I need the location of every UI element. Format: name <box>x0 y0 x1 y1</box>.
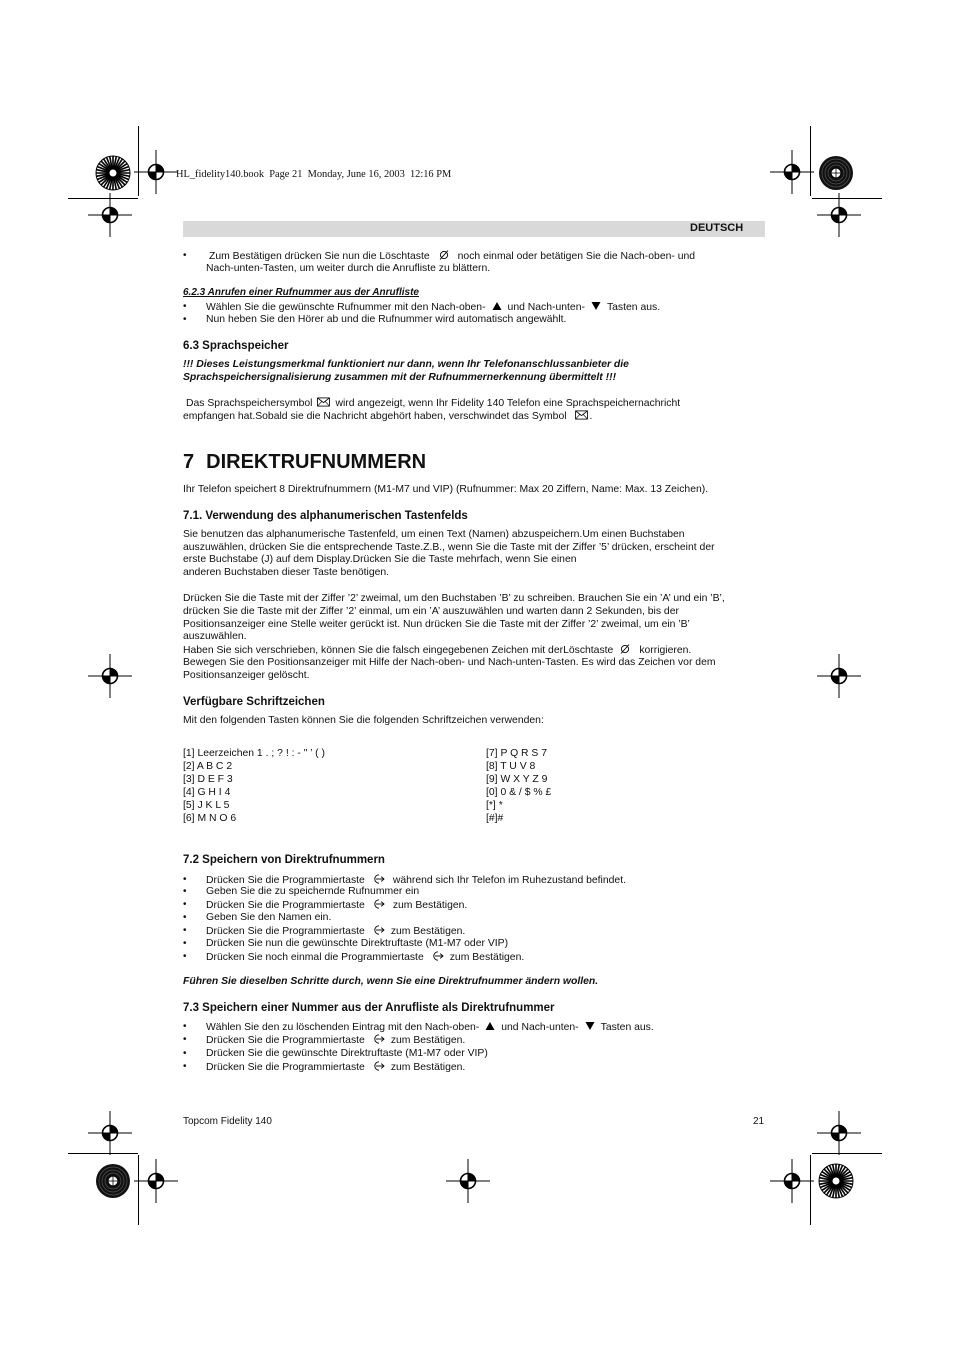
s72-bullet-5: Drücken Sie die Programmiertaste zum Bestätigen. <box>206 926 466 937</box>
page-number: 21 <box>753 1116 765 1127</box>
mail-icon <box>317 397 330 407</box>
erase-key-icon <box>619 644 631 654</box>
s71-p2-line-4: auszuwählen. <box>183 631 247 642</box>
section-6-3-title: 6.3 Sprachspeicher <box>183 340 289 352</box>
s71-p1-line-3: erste Buchstabe (J) auf dem Display.Drücken Sie die Taste mehrfach, wenn Sie einen <box>183 554 577 565</box>
bullet: • <box>183 925 187 936</box>
registration-target-icon <box>134 150 178 194</box>
language-bar <box>183 221 765 237</box>
language-label: DEUTSCH <box>690 222 744 234</box>
bullet: • <box>183 938 187 949</box>
bullet: • <box>183 874 187 885</box>
s72-bullet-1: Drücken Sie die Programmiertaste während sich Ihr Telefon im Ruhezustand befindet. <box>206 875 626 886</box>
chars-right-4: [0] 0 & / $ % £ <box>486 787 552 798</box>
section-7-1-title: 7.1. Verwendung des alphanumerischen Tastenfelds <box>183 510 468 522</box>
voicemail-paragraph-2: empfangen hat.Sobald sie die Nachricht abgehört haben, verschwindet das Symbol . <box>183 411 593 422</box>
intro-bullet-text: Zum Bestätigen drücken Sie nun die Löschtaste noch einmal oder betätigen Sie die Nach-oben- und <box>209 251 696 262</box>
s73-bullet-1: Wählen Sie den zu löschenden Eintrag mit den Nach-oben- und Nach-unten- Tasten aus. <box>206 1022 654 1033</box>
s71-p3-line-2: Bewegen Sie den Positionsanzeiger mit Hilfe der Nach-oben- und Nach-unten-Tasten. Es wird das Zeichen vor dem <box>183 657 716 668</box>
bullet: • <box>183 1021 187 1032</box>
sunburst-mark-icon <box>95 155 131 191</box>
registration-target-icon <box>817 193 861 237</box>
s71-p2-line-2: drücken Sie die Taste mit der Ziffer ’2’ einmal, um ein ’A’ auszuwählen und warten dann 2 Sekunden, bis der <box>183 606 679 617</box>
s72-bullet-7: Drücken Sie noch einmal die Programmiertaste zum Bestätigen. <box>206 952 525 963</box>
bullet: • <box>183 899 187 910</box>
program-key-icon <box>373 899 385 909</box>
down-arrow-icon <box>585 1021 595 1031</box>
bullet: • <box>183 301 187 312</box>
chars-right-1: [7] P Q R S 7 <box>486 748 548 759</box>
registration-target-icon <box>817 654 861 698</box>
bullet: • <box>183 912 187 923</box>
chars-left-2: [2] A B C 2 <box>183 761 233 772</box>
registration-target-icon <box>88 654 132 698</box>
crop-line <box>138 126 139 196</box>
registration-target-icon <box>817 1111 861 1155</box>
crop-line <box>68 1153 138 1154</box>
crop-line <box>810 126 811 196</box>
program-key-icon <box>373 1034 385 1044</box>
s73-bullet-3: Drücken Sie die gewünschte Direktruftaste (M1-M7 oder VIP) <box>206 1048 488 1059</box>
registration-target-icon <box>88 1111 132 1155</box>
chars-right-5: [*] * <box>486 800 503 811</box>
program-key-icon <box>373 1061 385 1071</box>
s71-p2-line-3: Positionsanzeiger eine Stelle weiter gerückt ist. Nun drücken Sie die Taste mit der Ziffer ’2’ zweimal, um ein ’B’ <box>183 619 690 630</box>
s72-bullet-2: Geben Sie die zu speichernde Rufnummer ein <box>206 886 420 897</box>
chars-right-2: [8] T U V 8 <box>486 761 536 772</box>
section-7-3-title: 7.3 Speichern einer Nummer aus der Anrufliste als Direktrufnummer <box>183 1002 555 1014</box>
program-key-icon <box>373 874 385 884</box>
chars-right-6: [#]# <box>486 813 504 824</box>
s72-bullet-6: Drücken Sie nun die gewünschte Direktruftaste (M1-M7 oder VIP) <box>206 938 509 949</box>
dark-circle-mark-icon <box>818 155 854 191</box>
up-arrow-icon <box>485 1021 495 1031</box>
footer-left: Topcom Fidelity 140 <box>183 1116 272 1127</box>
crop-line <box>812 198 882 199</box>
chapter-number: 7 <box>183 451 195 473</box>
warning-line-1: !!! Dieses Leistungsmerkmal funktioniert nur dann, wenn Ihr Telefonanschlussanbieter die <box>183 359 629 370</box>
dark-circle-mark-icon <box>95 1163 131 1199</box>
up-arrow-icon <box>492 301 502 311</box>
print-header: HL_fidelity140.book Page 21 Monday, June 16, 2003 12:16 PM <box>176 169 452 180</box>
s72-bullet-4: Geben Sie den Namen ein. <box>206 912 332 923</box>
down-arrow-icon <box>591 301 601 311</box>
s71-p1-line-1: Sie benutzen das alphanumerische Tastenfeld, um einen Text (Namen) abzuspeichern.Um einen Buchstaben <box>183 529 685 540</box>
chars-title: Verfügbare Schriftzeichen <box>183 696 325 708</box>
section-7-2-title: 7.2 Speichern von Direktrufnummern <box>183 854 385 866</box>
intro-bullet-text-2: Nach-unten-Tasten, um weiter durch die Anrufliste zu blättern. <box>206 263 491 274</box>
chars-left-1: [1] Leerzeichen 1 . ; ? ! : - " ’ ( ) <box>183 748 325 759</box>
chars-left-4: [4] G H I 4 <box>183 787 231 798</box>
registration-target-icon <box>770 1159 814 1203</box>
registration-target-icon <box>88 193 132 237</box>
registration-target-icon <box>770 150 814 194</box>
bullet: • <box>183 250 187 261</box>
chars-left-5: [5] J K L 5 <box>183 800 230 811</box>
crop-line <box>812 1153 882 1154</box>
s73-bullet-2: Drücken Sie die Programmiertaste zum Bestätigen. <box>206 1035 466 1046</box>
mail-icon <box>575 410 588 420</box>
program-key-icon <box>373 925 385 935</box>
program-key-icon <box>432 951 444 961</box>
bullet: • <box>183 1048 187 1059</box>
chapter-title: DIREKTRUFNUMMERN <box>206 451 427 473</box>
crop-line <box>68 198 138 199</box>
bullet: • <box>183 1034 187 1045</box>
bullet: • <box>183 886 187 897</box>
erase-key-icon <box>438 250 450 260</box>
s71-p3-line-3: Positionsanzeiger gelöscht. <box>183 670 310 681</box>
chapter-intro: Ihr Telefon speichert 8 Direktrufnummern (M1-M7 und VIP) (Rufnummer: Max 20 Ziffern, Name: Max. 13 Zeichen). <box>183 484 709 495</box>
sunburst-mark-icon <box>818 1163 854 1199</box>
registration-target-icon <box>446 1159 490 1203</box>
registration-target-icon <box>134 1159 178 1203</box>
s71-p1-line-4: anderen Buchstaben dieser Taste benötigen. <box>183 567 390 578</box>
s71-p1-line-2: auszuwählen, drücken Sie die entsprechende Taste.Z.B., wenn Sie die Taste mit der Ziffer ’5’ drücken, erscheint der <box>183 542 715 553</box>
s71-p2-line-1: Drücken Sie die Taste mit der Ziffer ’2’ zweimal, um den Buchstaben ’B’ zu schreiben. Brauchen Sie ein ’A’ und ein ’B’, <box>183 593 725 604</box>
chars-left-6: [6] M N O 6 <box>183 813 237 824</box>
chars-right-3: [9] W X Y Z 9 <box>486 774 548 785</box>
voicemail-paragraph-1: Das Sprachspeichersymbol wird angezeigt, wenn Ihr Fidelity 140 Telefon eine Sprachspeichernachricht <box>186 398 681 409</box>
bullet: • <box>183 951 187 962</box>
section-6-2-3-title: 6.2.3 Anrufen einer Rufnummer aus der Anrufliste <box>183 287 419 298</box>
chars-left-3: [3] D E F 3 <box>183 774 233 785</box>
s73-bullet-4: Drücken Sie die Programmiertaste zum Bestätigen. <box>206 1062 466 1073</box>
chars-intro: Mit den folgenden Tasten können Sie die folgenden Schriftzeichen verwenden: <box>183 715 544 726</box>
warning-line-2: Sprachspeichersignalisierung zusammen mit der Rufnummernerkennung übermittelt !!! <box>183 372 617 383</box>
s71-p3-line-1: Haben Sie sich verschrieben, können Sie die falsch eingegebenen Zeichen mit derLöschtaste korrigieren. <box>183 645 692 656</box>
s72-note: Führen Sie dieselben Schritte durch, wenn Sie eine Direktrufnummer ändern wollen. <box>183 976 599 987</box>
chapter-heading <box>183 451 426 474</box>
bullet: • <box>183 314 187 325</box>
s72-bullet-3: Drücken Sie die Programmiertaste zum Bestätigen. <box>206 900 468 911</box>
s623-bullet-2: Nun heben Sie den Hörer ab und die Rufnummer wird automatisch angewählt. <box>206 314 567 325</box>
s623-bullet-1: Wählen Sie die gewünschte Rufnummer mit den Nach-oben- und Nach-unten- Tasten aus. <box>206 302 661 313</box>
bullet: • <box>183 1061 187 1072</box>
